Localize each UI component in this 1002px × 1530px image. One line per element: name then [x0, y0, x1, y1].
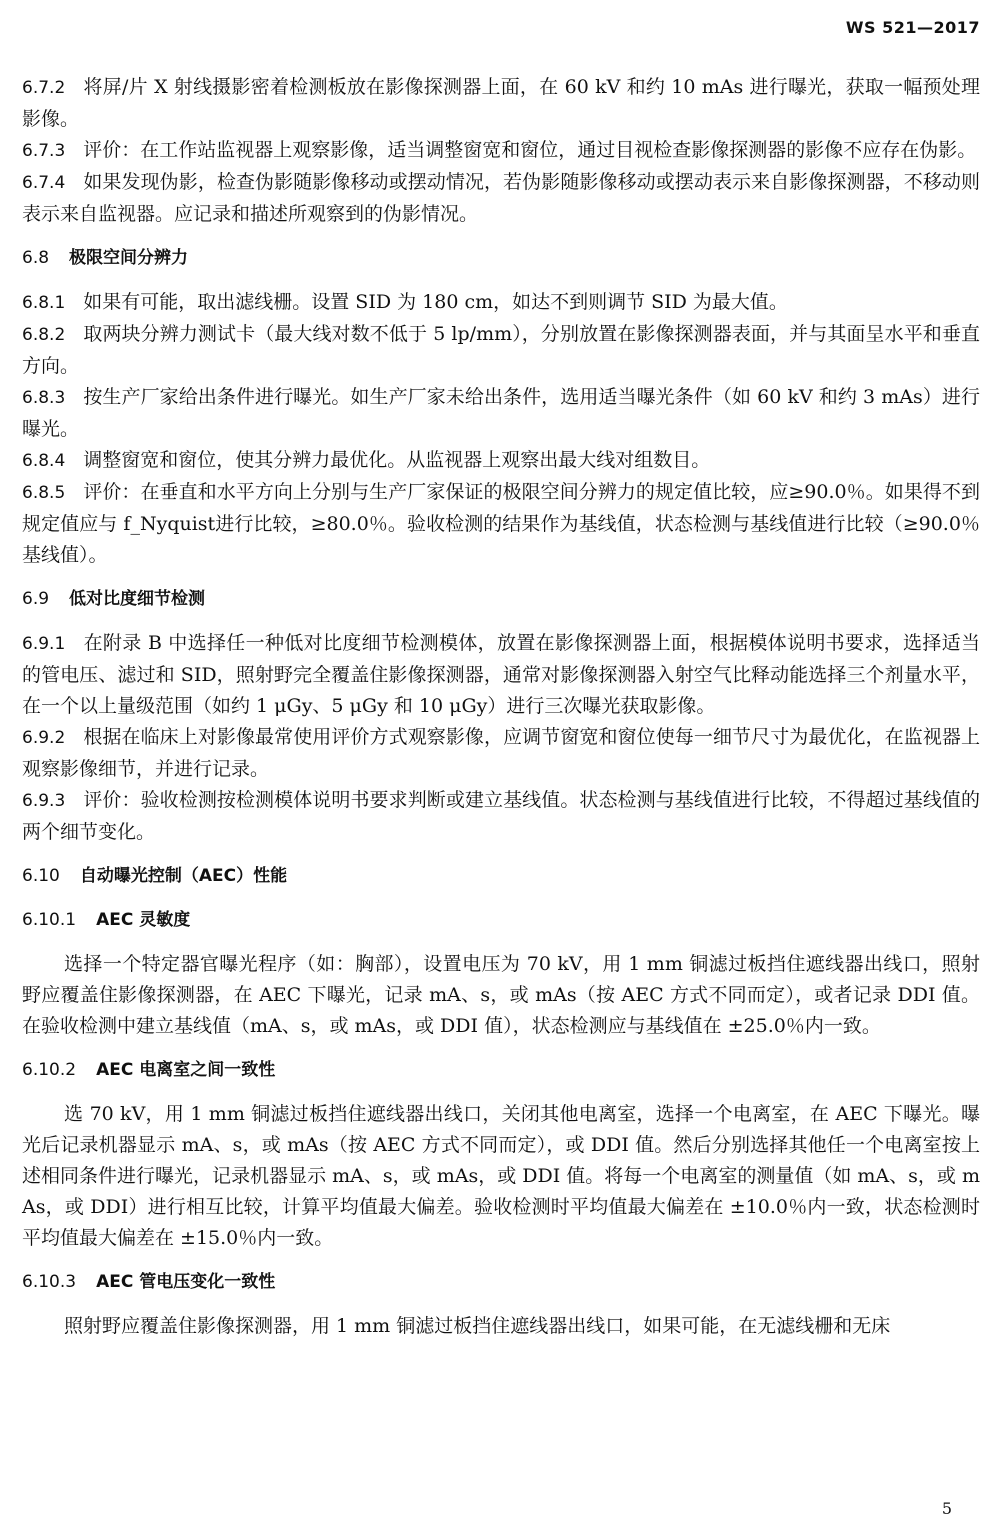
clause-6-7-4: 6.7.4 如果发现伪影，检查伪影随影像移动或摆动情况，若伪影随影像移动或摆动表示来自影像探测器，不移动则表示来自监视器。应记录和描述所观察到的伪影情况。	[22, 171, 980, 225]
section-heading-6-10: 6.10 自动曝光控制（AEC）性能	[22, 866, 288, 886]
clause-6-9-3: 6.9.3 评价：验收检测按检测模体说明书要求判断或建立基线值。状态检测与基线值进行比较，不得超过基线值的两个细节变化。	[22, 789, 980, 843]
document-body	[22, 72, 980, 1342]
clause-6-7-3: 6.7.3 评价：在工作站监视器上观察影像，适当调整窗宽和窗位，通过目视检查影像探测器的影像不应存在伪影。	[22, 139, 977, 161]
section-heading-6-9: 6.9 低对比度细节检测	[22, 589, 206, 609]
section-heading-6-10-2: 6.10.2 AEC 电离室之间一致性	[22, 1060, 276, 1080]
section-heading-6-10-1: 6.10.1 AEC 灵敏度	[22, 910, 191, 930]
section-heading-6-8: 6.8 极限空间分辨力	[22, 248, 189, 268]
paragraph-aec-chamber-consistency: 选 70 kV，用 1 mm 铜滤过板挡住遮线器出线口，关闭其他电离室，选择一个电离室，在 AEC 下曝光。曝光后记录机器显示 mA、s，或 mAs（按 AEC 方式不同而定），或 DDI 值。然后分别选择其他任一个电离室按上述相同条件进行曝光，记录机器显示 mA、s，或 mAs，或 DDI 值。将每一个电离室的测量值（如 mA、s，或 mAs，或 DDI）进行相互比较，计算平均值最大偏差。验收检测时平均值最大偏差在 ±10.0％内一致，状态检测时平均值最大偏差在 ±15.0％内一致。	[22, 1103, 980, 1249]
clause-6-8-1: 6.8.1 如果有可能，取出滤线栅。设置 SID 为 180 cm，如达不到则调节 SID 为最大值。	[22, 291, 788, 313]
section-heading-6-10-3: 6.10.3 AEC 管电压变化一致性	[22, 1272, 276, 1292]
paragraph-aec-voltage-consistency: 照射野应覆盖住影像探测器，用 1 mm 铜滤过板挡住遮线器出线口，如果可能，在无滤线栅和无床	[64, 1315, 891, 1337]
standard-number: WS 521—2017	[845, 18, 980, 37]
clause-6-8-5: 6.8.5 评价：在垂直和水平方向上分别与生产厂家保证的极限空间分辨力的规定值比较，应≥90.0％。如果得不到规定值应与 f_Nyquist进行比较，≥80.0％。验收检测的结果作为基线值，状态检测与基线值进行比较（≥90.0％ 基线值）。	[22, 481, 980, 566]
paragraph-aec-sensitivity: 选择一个特定器官曝光程序（如：胸部），设置电压为 70 kV，用 1 mm 铜滤过板挡住遮线器出线口，照射野应覆盖住影像探测器，在 AEC 下曝光，记录 mA、s，或 mAs（按 AEC 方式不同而定），或者记录 DDI 值。在验收检测中建立基线值（mA、s，或 mAs，或 DDI 值），状态检测应与基线值在 ±25.0％内一致。	[22, 953, 980, 1037]
clause-6-7-2: 6.7.2 将屏/片 X 射线摄影密着检测板放在影像探测器上面，在 60 kV 和约 10 mAs 进行曝光，获取一幅预处理影像。	[22, 76, 980, 130]
clause-6-9-1: 6.9.1 在附录 B 中选择任一种低对比度细节检测模体，放置在影像探测器上面，根据模体说明书要求，选择适当的管电压、滤过和 SID，照射野完全覆盖住影像探测器，通常对影像探测器入射空气比释动能选择三个剂量水平，在一个以上量级范围（如约 1 μGy、5 μGy 和 10 μGy）进行三次曝光获取影像。	[22, 632, 980, 717]
page-number: 5	[941, 1499, 952, 1518]
clause-6-8-2: 6.8.2 取两块分辨力测试卡（最大线对数不低于 5 lp/mm），分别放置在影像探测器表面，并与其面呈水平和垂直方向。	[22, 323, 980, 377]
clause-6-9-2: 6.9.2 根据在临床上对影像最常使用评价方式观察影像，应调节窗宽和窗位使每一细节尺寸为最优化，在监视器上观察影像细节，并进行记录。	[22, 726, 980, 780]
clause-6-8-3: 6.8.3 按生产厂家给出条件进行曝光。如生产厂家未给出条件，选用适当曝光条件（如 60 kV 和约 3 mAs）进行曝光。	[22, 386, 980, 440]
clause-6-8-4: 6.8.4 调整窗宽和窗位，使其分辨力最优化。从监视器上观察出最大线对组数目。	[22, 449, 711, 471]
